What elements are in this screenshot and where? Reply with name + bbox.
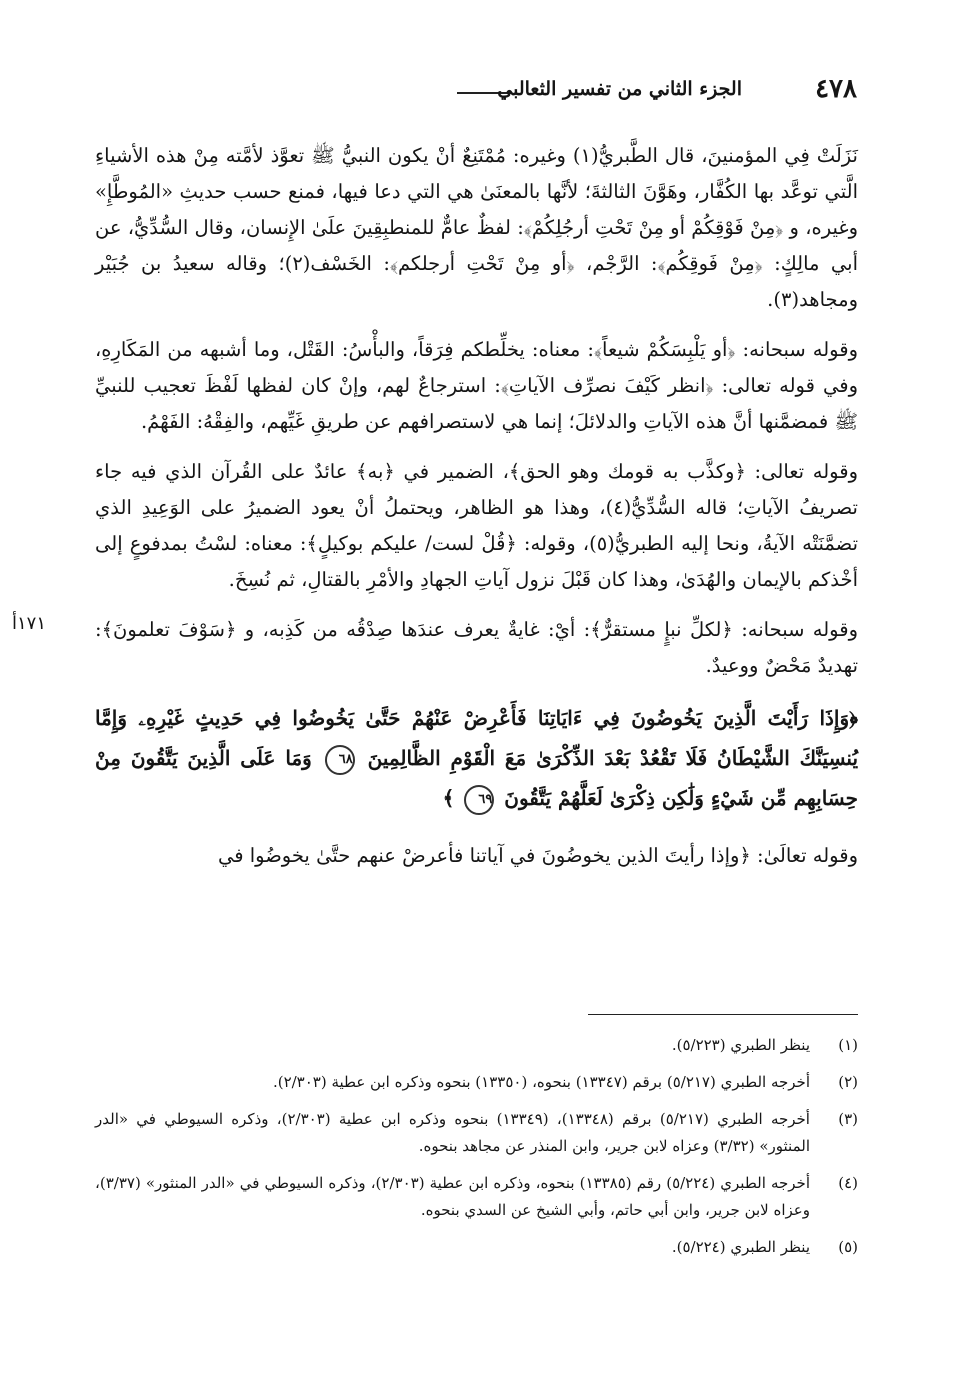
running-title: الجزء الثاني من تفسير الثعالبي bbox=[497, 78, 742, 100]
paragraph: وقوله تعالَىٰ: ﴿وإذا رأيتَ الذين يخوضُونَ في آياتنا فأعرضْ عنهم حتَّىٰ يخوضُوا في bbox=[217, 844, 858, 867]
footnote-number: (٥) bbox=[838, 1238, 858, 1256]
paragraph: وقوله سبحانه: ﴿لكلِّ نبإٍ مستقرٌّ﴾: أيْ: غايةٌ يعرف عندَها صِدْقُه من كَذِبه، و ﴿سَوْفَ تعلمونَ﴾: تهديدٌ مَحْضٌ ووعيدٌ. bbox=[95, 618, 858, 677]
paragraph: نَزَلَتْ فِي المؤمنينَ، قال الطَّبريُّ(١) وغيره: مُمْتَنِعٌ أنْ يكون النبيُّ ﷺ تعوَّذ لأمَّته مِنْ هذه الأشياءِ الَّتي توعَّد بها الكُفَّار، وهَوَّنَ الثالثةَ؛ لأنَّها بالمعنَىٰ هي التي دعا فيها، فمنع حسب حديثِ «المُوطَّإِ» وغيره، و ﴿مِنْ فَوْقِكُمْ أو مِنْ تَحْتِ أرجُلِكُمْ﴾: لفظٌ عامٌّ للمنطبِقِينَ علَىٰ الإِنسان، وقال السُّدِّيُّ، عن أبي مالِكٍ: ﴿مِنْ فَوقِكُم﴾: الرَّجْم، ﴿أو مِنْ تَحْتِ أرجلكم﴾: الخَسْف(٢)؛ وقاله سعيدُ بن جُبَيْر ومجاهد(٣). bbox=[95, 144, 858, 311]
quran-verse-68: ﴿وَإِذَا رَأَيْتَ الَّذِينَ يَخُوضُونَ فِي ءَايَاتِنَا فَأَعْرِضْ عَنْهُمْ حَتَّىٰ يَخُوضُوا فِي حَدِيثٍ غَيْرِهِۦ وَإِمَّا يُنسِيَنَّكَ الشَّيْطَانُ فَلَا تَقْعُدْ بَعْدَ الذِّكْرَىٰ مَعَ الْقَوْمِ الظَّالِمِينَ bbox=[95, 706, 859, 770]
page-number: ٤٧٨ bbox=[815, 74, 857, 104]
footnote-number: (٤) bbox=[838, 1174, 858, 1192]
quran-closing-bracket: ﴾ bbox=[442, 786, 455, 810]
footnote bbox=[95, 1234, 858, 1261]
footnote-text: ينظر الطبري (٥/٢٢٣). bbox=[671, 1036, 810, 1054]
footnote bbox=[95, 1032, 858, 1059]
verse-number-marker: ٦٩ bbox=[464, 785, 494, 815]
footnotes bbox=[95, 1032, 858, 1271]
footnote-text: ينظر الطبري (٥/٢٢٤). bbox=[671, 1238, 810, 1256]
footnote-number: (٢) bbox=[838, 1073, 858, 1091]
footnote-text: أخرجه الطبري (٥/٢١٧) برقم (١٣٣٤٧) بنحوه، (١٣٣٥٠) بنحوه وذكره ابن عطية (٢/٣٠٣). bbox=[272, 1073, 810, 1091]
footnote-text: أخرجه الطبري (٥/٢١٧) برقم (١٣٣٤٨)، (١٣٣٤٩) بنحوه وذكره ابن عطية (٢/٣٠٣)، وذكره السيوطي في «الدر المنثور» (٣/٣٢) وعزاه لابن جرير، وابن المنذر عن مجاهد بنحوه. bbox=[95, 1110, 810, 1155]
paragraph: وقوله تعالى: ﴿وكذَّب به قومك وهو الحق﴾، الضمير في ﴿به﴾ عائدٌ على القُرآن الذي فيه جاء تصريفُ الآياتِ؛ قاله السُّدِّيُّ(٤)، وهذا هو الظاهر، ويحتملُ أنْ يعود الضميرُ على الوَعِيدِ الذي تضمَّنَتْه الآيةُ، ونحا إليه الطبريُّ(٥)، وقوله: ﴿قُلْ لست/ عليكم بوكيلٍ﴾: معناه: لسْتُ بمدفوعٍ إلى أخْذكم بالإيمان والهُدَىٰ، وهذا كان قَبْلَ نزول آياتِ الجهادِ والأمْرِ بالقتالِ، ثم نُسِخَ. bbox=[95, 460, 858, 591]
footnote-number: (١) bbox=[838, 1036, 858, 1054]
page-header bbox=[92, 72, 857, 112]
footnote-separator bbox=[588, 1014, 858, 1015]
footnote-text: أخرجه الطبري (٥/٢٢٤) رقم (١٣٣٨٥) بنحوه، وذكره ابن عطية (٢/٣٠٣)، وذكره السيوطي في «الدر المنثور» (٣/٣٧)، وعزاه لابن جرير، وابن أبي حاتم، وأبي الشيخ عن السدي بنحوه. bbox=[95, 1174, 810, 1219]
footnote bbox=[95, 1170, 858, 1224]
footnote bbox=[95, 1069, 858, 1096]
quran-verse-69: وَمَا عَلَى الَّذِينَ يَتَّقُونَ مِنْ حِسَابِهِم مِّن شَيْءٍ وَلَٰكِن ذِكْرَىٰ لَعَلَّهُمْ يَتَّقُونَ bbox=[95, 746, 858, 810]
main-text bbox=[95, 138, 858, 888]
footnote bbox=[95, 1106, 858, 1160]
paragraph: وقوله سبحانه: ﴿أو يَلْبِسَكُمْ شيعاً﴾: معناه: يخلِّطكم فِرَقاً، والبأْسُ: القَتْل، وما أشبهه من المَكَارِهِ، وفي قوله تعالى: ﴿انظر كَيْفَ نصرِّف الآياتِ﴾: استرجاعٌ لهم، وإنْ كان لفظها لَفْظَ تعجيب للنبيِّ ﷺ فمضمَّنها أنَّ هذه الآياتِ والدلائلَ؛ إنما هي لاستصرافهم عن طريقِ غَيِّهم، والفِقْهُ: الفَهْمُ. bbox=[95, 338, 858, 433]
quran-verse-block bbox=[95, 698, 858, 818]
verse-number-marker: ٦٨ bbox=[325, 745, 355, 775]
footnote-number: (٣) bbox=[838, 1110, 858, 1128]
margin-folio-note: ١٧١أ bbox=[12, 613, 47, 634]
